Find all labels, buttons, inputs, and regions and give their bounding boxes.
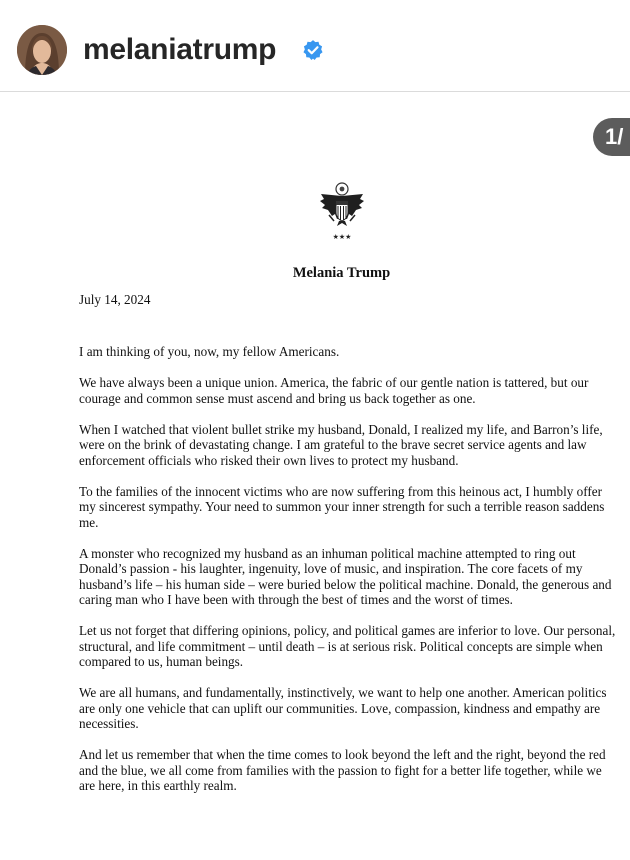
letter-paragraph: I am thinking of you, now, my fellow Americans. — [79, 344, 340, 359]
carousel-page-counter: 1/ — [593, 118, 630, 156]
svg-text:★★★: ★★★ — [332, 233, 352, 241]
post-image[interactable] — [0, 93, 630, 860]
verified-badge-icon — [302, 39, 324, 61]
letterhead-name: Melania Trump — [292, 265, 391, 281]
letter-paragraph: When I watched that violent bullet strike my husband, Donald, I realized my life, and Barron’s life, were on the brink of devastating change. I am grateful to the brave secret service agents and law enforcement officials who risked their own lives to protect my husband. — [79, 421, 603, 468]
letter-paragraph: And let us remember that when the time comes to look beyond the left and the right, beyond the red and the blue, we all come from families with the passion to fight for a better life together, while we are here, in this earthly realm. — [79, 747, 606, 793]
letter-date: July 14, 2024 — [79, 292, 151, 307]
profile-photo-icon — [17, 25, 67, 75]
letter-paragraph: We have always been a unique union. America, the fabric of our gentle nation is tattered, but our courage and common sense must ascend and bring us back together as one. — [79, 375, 589, 406]
letter-paragraph: To the families of the innocent victims who are now suffering from this heinous act, I humbly offer my sincerest sympathy. Your need to summon your inner strength for such a terrible reason saddens me. — [79, 483, 605, 530]
letter-paragraph: Let us not forget that differing opinions, policy, and political games are inferior to love. Our personal, structural, and life commitment – until death – is at serious risk. Political concepts are simple when compared to us, human beings. — [79, 623, 616, 669]
letter-body — [79, 344, 619, 809]
letter-paragraph: We are all humans, and fundamentally, instinctively, we want to help one another. American politics are only one vehicle that can uplift our communities. Love, compassion, kindness and empathy are necessities. — [79, 685, 607, 731]
eagle-seal-icon — [317, 181, 367, 243]
username[interactable]: melaniatrump — [83, 33, 277, 66]
letter-paragraph: A monster who recognized my husband as an inhuman political machine attempted to ring out Donald’s passion - his laughter, ingenuity, love of music, and inspiration. The core facets of my husband’s life – his human side – were buried below the political machine. Donald, the generous and caring man who I have been with through the best of times and the worst of times. — [79, 545, 612, 607]
avatar[interactable] — [17, 25, 67, 75]
post-header — [0, 0, 630, 92]
